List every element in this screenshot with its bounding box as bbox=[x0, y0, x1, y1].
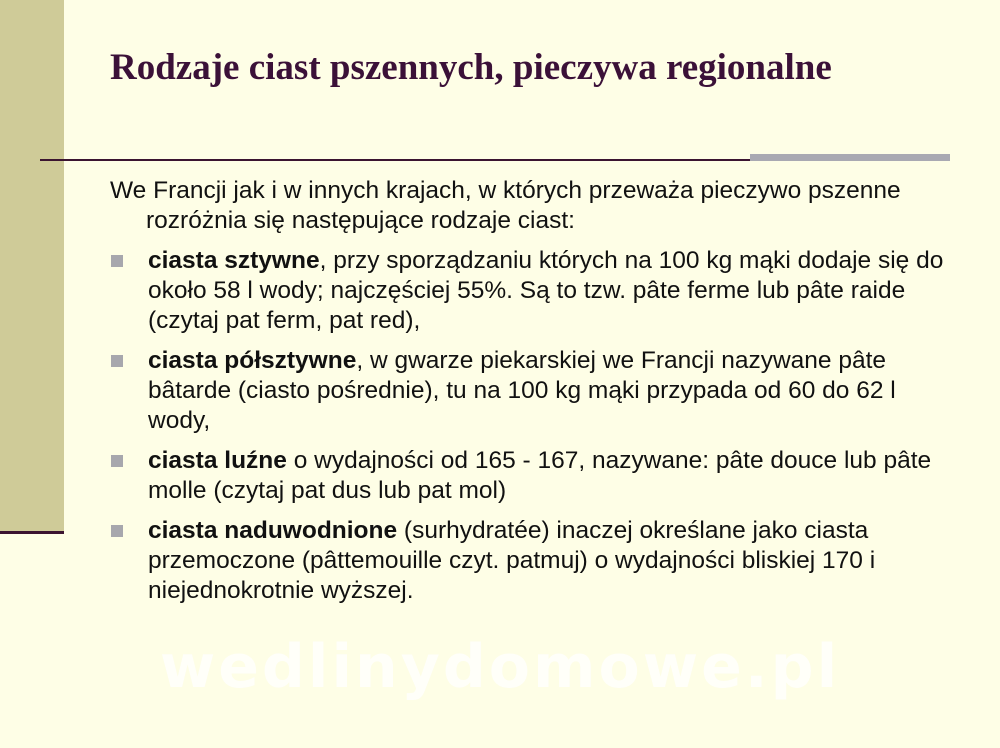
bullet-term: ciasta półsztywne bbox=[148, 347, 357, 374]
bullet-term: ciasta luźne bbox=[148, 447, 287, 474]
square-bullet-icon bbox=[111, 355, 123, 367]
bullet-text: (surhydratée) inaczej określane jako ciasta przemoczone (pâttemouille czyt. patmuj) o wydajności bliskiej 170 i niejednokrotnie wyższej. bbox=[148, 517, 876, 604]
bullet-term: ciasta sztywne bbox=[148, 247, 320, 274]
slide-title: Rodzaje ciast pszennych, pieczywa regionalne bbox=[110, 47, 832, 88]
title-divider-line bbox=[40, 159, 790, 161]
square-bullet-icon bbox=[111, 455, 123, 467]
bullet-term: ciasta naduwodnione bbox=[148, 517, 398, 544]
bullet-text: o wydajności od 165 - 167, nazywane: pâte douce lub pâte molle (czytaj pat dus lub pat mol) bbox=[148, 447, 932, 504]
bullet-item bbox=[110, 446, 950, 506]
intro-paragraph: We Francji jak i w innych krajach, w których przeważa pieczywo pszenne rozróżnia się następujące rodzaje ciast: bbox=[110, 177, 901, 234]
slide-body bbox=[110, 176, 950, 616]
watermark: wedlinydomowe.pl bbox=[159, 632, 841, 702]
bullet-text: , przy sporządzaniu których na 100 kg mąki dodaje się do około 58 l wody; najczęściej 55%. Są to tzw. pâte ferme lub pâte raide (czytaj pat ferm, pat red), bbox=[148, 247, 944, 334]
title-divider-accent bbox=[750, 154, 950, 161]
square-bullet-icon bbox=[111, 255, 123, 267]
bullet-text: , w gwarze piekarskiej we Francji nazywane pâte bâtarde (ciasto pośrednie), tu na 100 kg mąki przypada od 60 do 62 l wody, bbox=[148, 347, 896, 434]
bullet-item bbox=[110, 346, 950, 436]
left-band-divider bbox=[0, 531, 64, 534]
left-decorative-band bbox=[0, 0, 64, 533]
bullet-item bbox=[110, 246, 950, 336]
square-bullet-icon bbox=[111, 525, 123, 537]
bullet-item bbox=[110, 516, 950, 606]
